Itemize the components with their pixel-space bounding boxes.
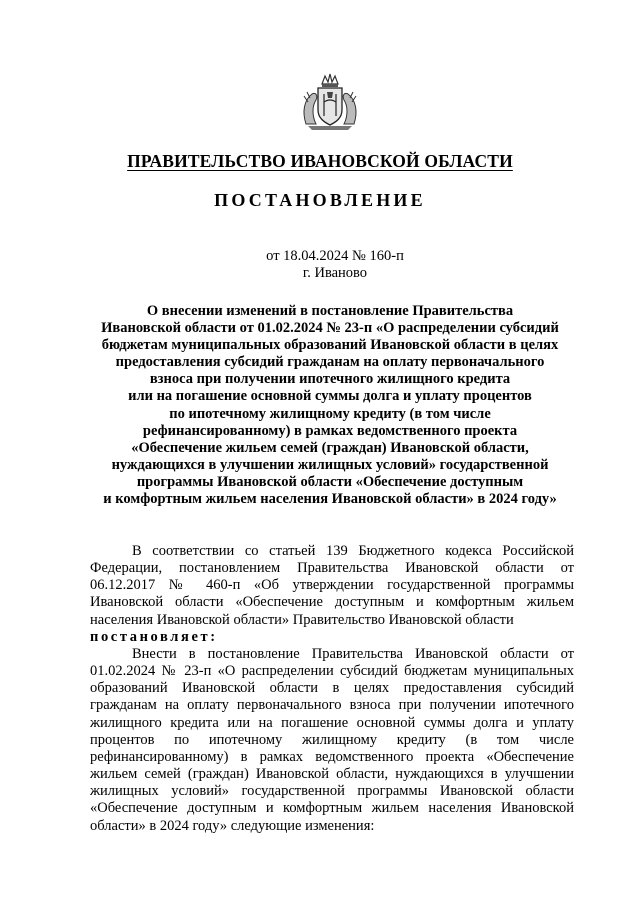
document-type: ПОСТАНОВЛЕНИЕ — [214, 190, 426, 210]
heading-line: Ивановской области от 01.02.2024 № 23-п «О распределении субсидий — [101, 320, 559, 337]
coat-of-arms-icon — [298, 72, 362, 134]
heading-line: предоставления субсидий гражданам на оплату первоначального — [115, 354, 545, 371]
document-date-number: от 18.04.2024 № 160-п — [266, 248, 404, 264]
heading-line: взноса при получении ипотечного жилищного кредита — [149, 371, 511, 388]
document-heading — [90, 303, 570, 508]
preamble-paragraph: В соответствии со статьей 139 Бюджетного кодекса Российской Федерации, постановлением Правительства Ивановской области от 06.12.2017 № 460-п «Об утверждении государственной программы Ивановской области «Обеспечение доступным и комфортным жильем населения Ивановской области» Правительство Ивановской области — [90, 543, 574, 628]
amendment-paragraph: Внести в постановление Правительства Ивановской области от 01.02.2024 № 23-п «О распределении субсидий бюджетам муниципальных образований Ивановской области в целях предоставления субсидий гражданам на оплату первоначального взноса при получении ипотечного жилищного кредита или на погашение основной суммы долга и уплату процентов по ипотечному жилищному кредиту (в том числе рефинансированному) в рамках ведомственного проекта «Обеспечение жильем семей (граждан) Ивановской области, нуждающихся в улучшении жилищных условий» государственной программы Ивановской области «Обеспечение доступным и комфортным жильем населения Ивановской области» в 2024 году» следующие изменения: — [90, 646, 574, 834]
heading-line: «Обеспечение жильем семей (граждан) Ивановской области, — [131, 439, 529, 456]
heading-line: по ипотечному жилищному кредиту (в том числе — [169, 405, 491, 422]
heading-line: программы Ивановской области «Обеспечение доступным — [136, 473, 524, 490]
resolves-word: постановляет: — [90, 629, 218, 645]
heading-line: О внесении изменений в постановление Правительства — [146, 303, 514, 319]
document-city: г. Иваново — [302, 265, 368, 281]
heading-line: рефинансированному) в рамках ведомственного проекта — [142, 422, 518, 439]
heading-line: и комфортным жильем населения Ивановской области» в 2024 году» — [103, 491, 557, 508]
heading-line: или на погашение основной суммы долга и уплату процентов — [128, 388, 532, 405]
heading-line: нуждающихся в улучшении жилищных условий» государственной — [111, 456, 549, 473]
government-title: ПРАВИТЕЛЬСТВО ИВАНОВСКОЙ ОБЛАСТИ — [127, 151, 513, 171]
heading-line: бюджетам муниципальных образований Ивановской области в целях — [101, 337, 559, 354]
